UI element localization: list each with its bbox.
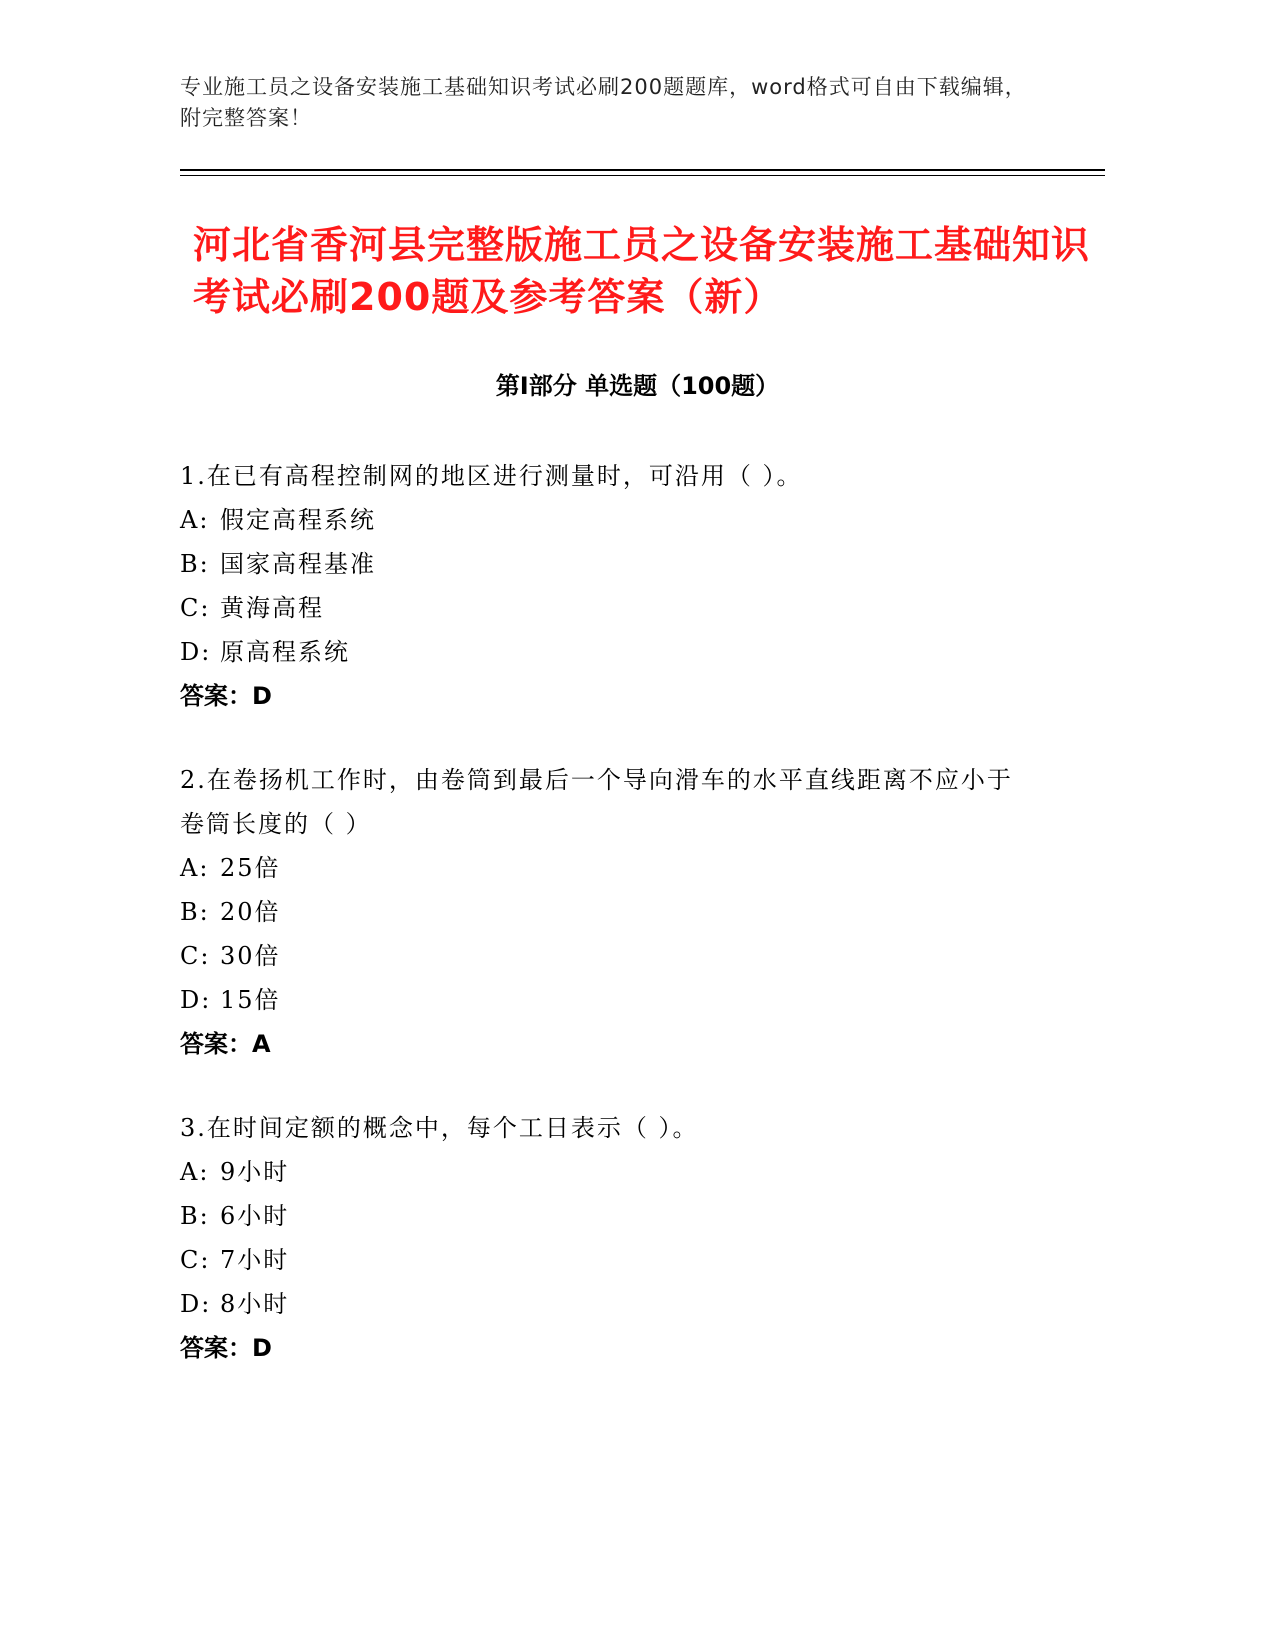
option-letter: A:	[180, 506, 210, 534]
option-b	[180, 542, 1030, 586]
question-stem: 1.在已有高程控制网的地区进行测量时，可沿用（ ）。	[180, 462, 803, 490]
option-letter: C:	[180, 942, 211, 970]
question-2	[180, 758, 1030, 1066]
option-letter: D:	[180, 986, 212, 1014]
option-text: 30倍	[220, 942, 281, 970]
option-letter: A:	[180, 1158, 210, 1186]
option-letter: B:	[180, 550, 210, 578]
question-stem: 3.在时间定额的概念中，每个工日表示（ ）。	[180, 1114, 699, 1142]
question-1	[180, 454, 1030, 718]
header-divider-thin	[180, 175, 1105, 176]
option-text: 原高程系统	[220, 638, 350, 666]
option-text: 8小时	[220, 1290, 290, 1318]
option-letter: C:	[180, 1246, 211, 1274]
option-text: 假定高程系统	[220, 506, 376, 534]
option-text: 6小时	[220, 1202, 290, 1230]
option-b	[180, 890, 1030, 934]
option-text: 国家高程基准	[220, 550, 376, 578]
option-text: 黄海高程	[220, 594, 324, 622]
header-note: 专业施工员之设备安装施工基础知识考试必刷200题题库，word格式可自由下载编辑，附完整答案！	[180, 75, 1027, 130]
option-text: 20倍	[220, 898, 281, 926]
header-divider-thick	[180, 169, 1105, 171]
option-c	[180, 586, 1030, 630]
option-letter: B:	[180, 1202, 210, 1230]
question-stem: 2.在卷扬机工作时，由卷筒到最后一个导向滑车的水平直线距离不应小于卷筒长度的（ ）	[180, 766, 1013, 838]
option-a	[180, 846, 1030, 890]
document-title: 河北省香河县完整版施工员之设备安装施工基础知识考试必刷200题及参考答案（新）	[193, 223, 1091, 319]
option-letter: C:	[180, 594, 211, 622]
question-3	[180, 1106, 1030, 1370]
option-a	[180, 1150, 1030, 1194]
option-a	[180, 498, 1030, 542]
option-c	[180, 1238, 1030, 1282]
answer: 答案：D	[180, 682, 272, 710]
option-c	[180, 934, 1030, 978]
option-letter: D:	[180, 1290, 212, 1318]
option-text: 9小时	[220, 1158, 290, 1186]
option-d	[180, 1282, 1030, 1326]
option-letter: A:	[180, 854, 210, 882]
option-d	[180, 978, 1030, 1022]
option-letter: B:	[180, 898, 210, 926]
section-title: 第Ⅰ部分 单选题（100题）	[495, 372, 780, 400]
option-letter: D:	[180, 638, 212, 666]
option-text: 15倍	[220, 986, 281, 1014]
answer: 答案：A	[180, 1030, 271, 1058]
answer: 答案：D	[180, 1334, 272, 1362]
option-b	[180, 1194, 1030, 1238]
option-d	[180, 630, 1030, 674]
option-text: 25倍	[220, 854, 281, 882]
option-text: 7小时	[220, 1246, 290, 1274]
